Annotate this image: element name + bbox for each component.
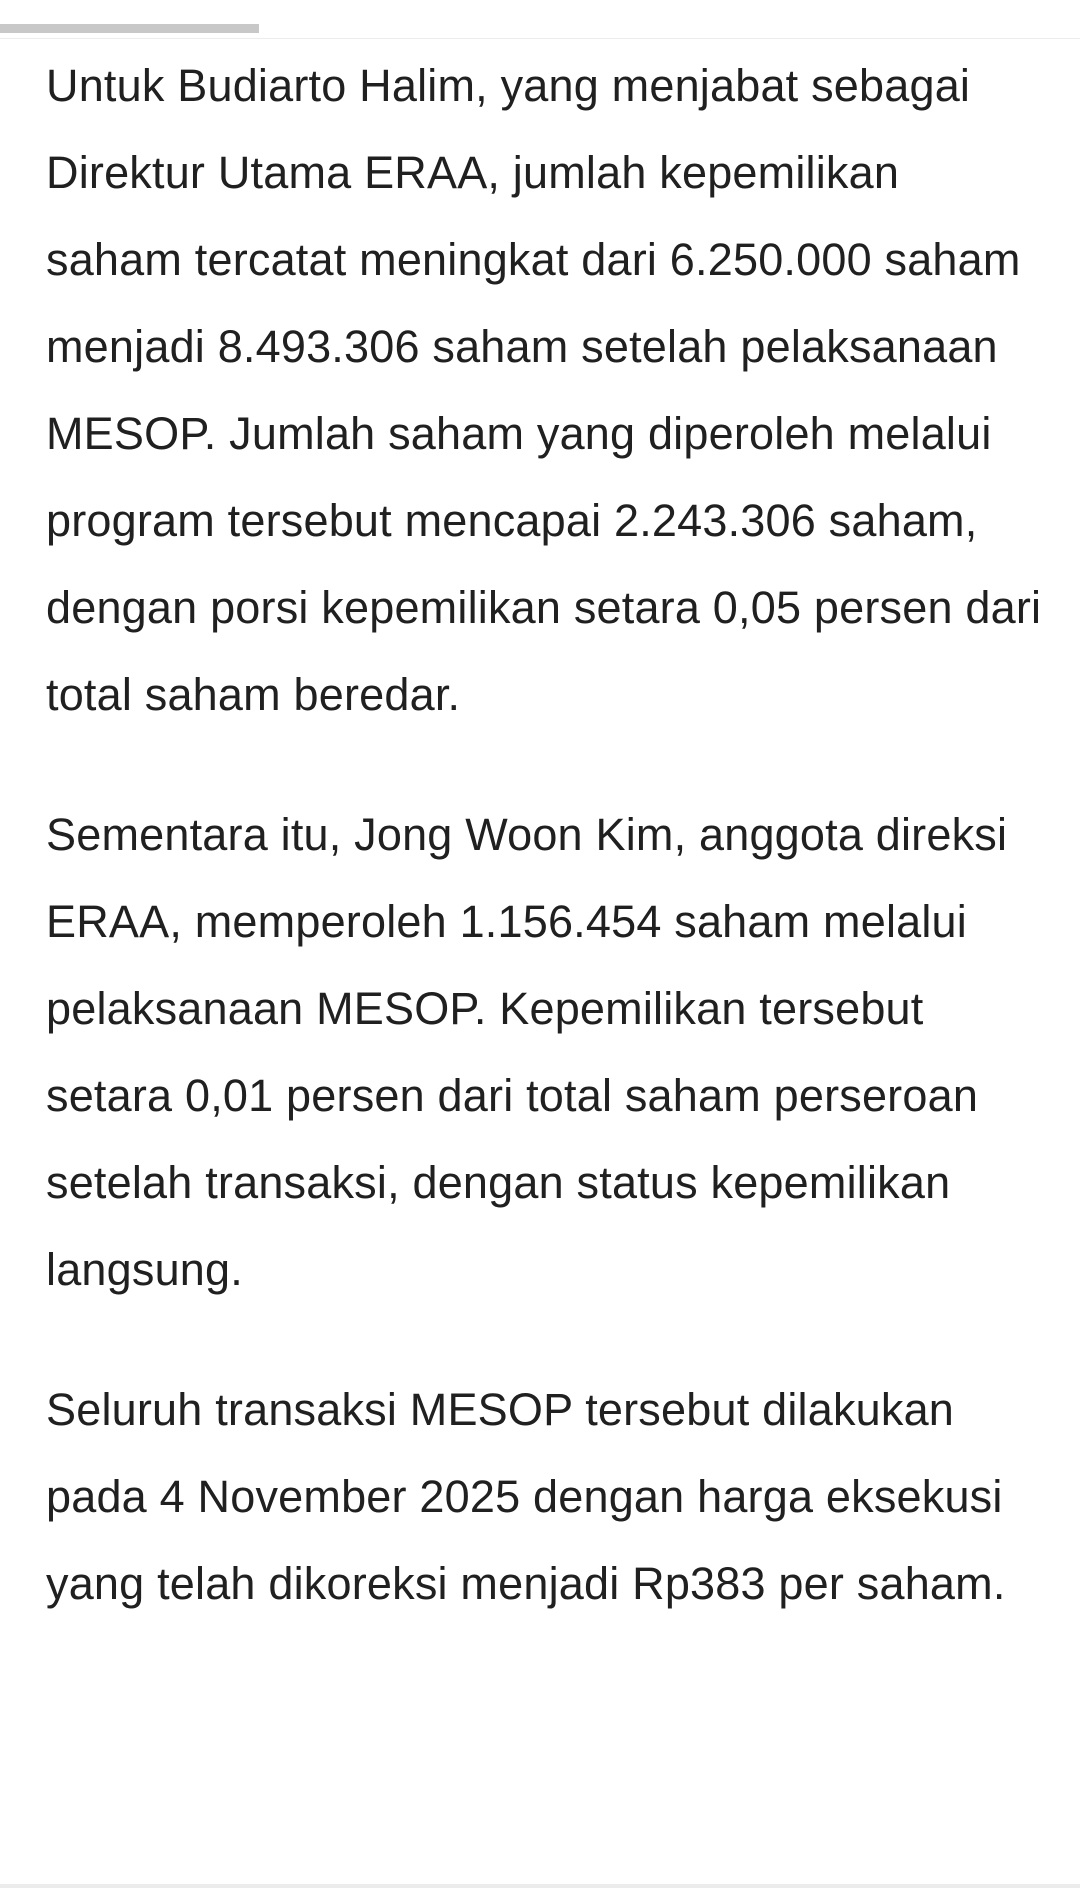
reading-progress-fill (0, 24, 259, 33)
article-body (46, 42, 1046, 1680)
article-paragraph-3: Seluruh transaksi MESOP tersebut dilakukan pada 4 November 2025 dengan harga eksekusi yang telah dikoreksi menjadi Rp383 per saham. (46, 1384, 1006, 1609)
article-paragraph-1: Untuk Budiarto Halim, yang menjabat sebagai Direktur Utama ERAA, jumlah kepemilikan saham tercatat meningkat dari 6.250.000 saham menjadi 8.493.306 saham setelah pelaksanaan MESOP. Jumlah saham yang diperoleh melalui program tersebut mencapai 2.243.306 saham, dengan porsi kepemilikan setara 0,05 persen dari total saham beredar. (46, 60, 1042, 720)
bottom-divider (0, 1884, 1080, 1888)
article-paragraph-2: Sementara itu, Jong Woon Kim, anggota direksi ERAA, memperoleh 1.156.454 saham melalui pelaksanaan MESOP. Kepemilikan tersebut setara 0,01 persen dari total saham perseroan setelah transaksi, dengan status kepemilikan langsung. (46, 809, 1008, 1295)
reading-progress-bar (0, 24, 1080, 33)
top-bar (0, 0, 1080, 39)
